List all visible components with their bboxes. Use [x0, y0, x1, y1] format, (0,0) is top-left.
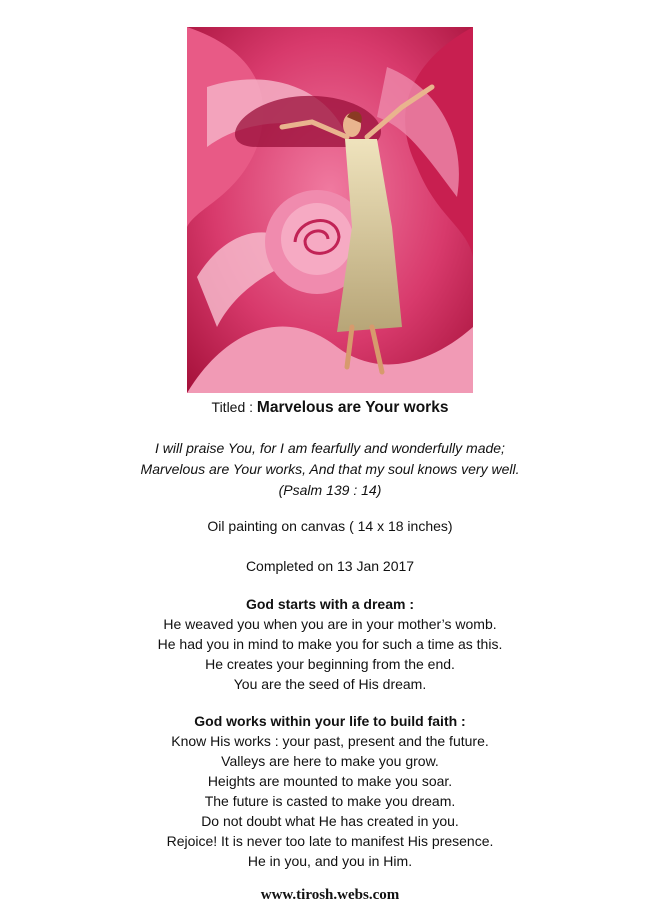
section-line: Know His works : your past, present and the future.	[171, 733, 489, 749]
verse-line: Marvelous are Your works, And that my soul knows very well.	[140, 461, 520, 477]
section-heading: God works within your life to build faith :	[194, 713, 466, 729]
painting-image	[187, 27, 473, 393]
section-line: He in you, and you in Him.	[247, 853, 413, 869]
section-line: You are the seed of His dream.	[233, 676, 427, 692]
title-prefix: Titled :	[211, 399, 257, 415]
section-line: Do not doubt what He has created in you.	[201, 813, 459, 829]
verse-reference: (Psalm 139 : 14)	[278, 482, 382, 498]
section-line: He had you in mind to make you for such a time as this.	[157, 636, 503, 652]
section-faith	[0, 711, 660, 871]
section-line: He creates your beginning from the end.	[205, 656, 455, 672]
section-line: Rejoice! It is never too late to manifest His presence.	[166, 833, 494, 849]
section-heading: God starts with a dream :	[245, 596, 415, 612]
painting-title-line	[0, 397, 660, 418]
verse-line: I will praise You, for I am fearfully and wonderfully made;	[155, 440, 505, 456]
painting-medium: Oil painting on canvas ( 14 x 18 inches)	[207, 518, 453, 534]
section-line: He weaved you when you are in your mother’s womb.	[163, 616, 497, 632]
section-dream	[0, 594, 660, 694]
section-line: Valleys are here to make you grow.	[221, 753, 439, 769]
section-line: The future is casted to make you dream.	[204, 793, 456, 809]
completion-date: Completed on 13 Jan 2017	[245, 558, 415, 574]
painting-artwork	[187, 27, 473, 393]
section-line: Heights are mounted to make you soar.	[207, 773, 453, 789]
website-link[interactable]: www.tirosh.webs.com	[260, 887, 400, 903]
painting-title: Marvelous are Your works	[256, 399, 449, 416]
scripture-verse	[0, 438, 660, 501]
